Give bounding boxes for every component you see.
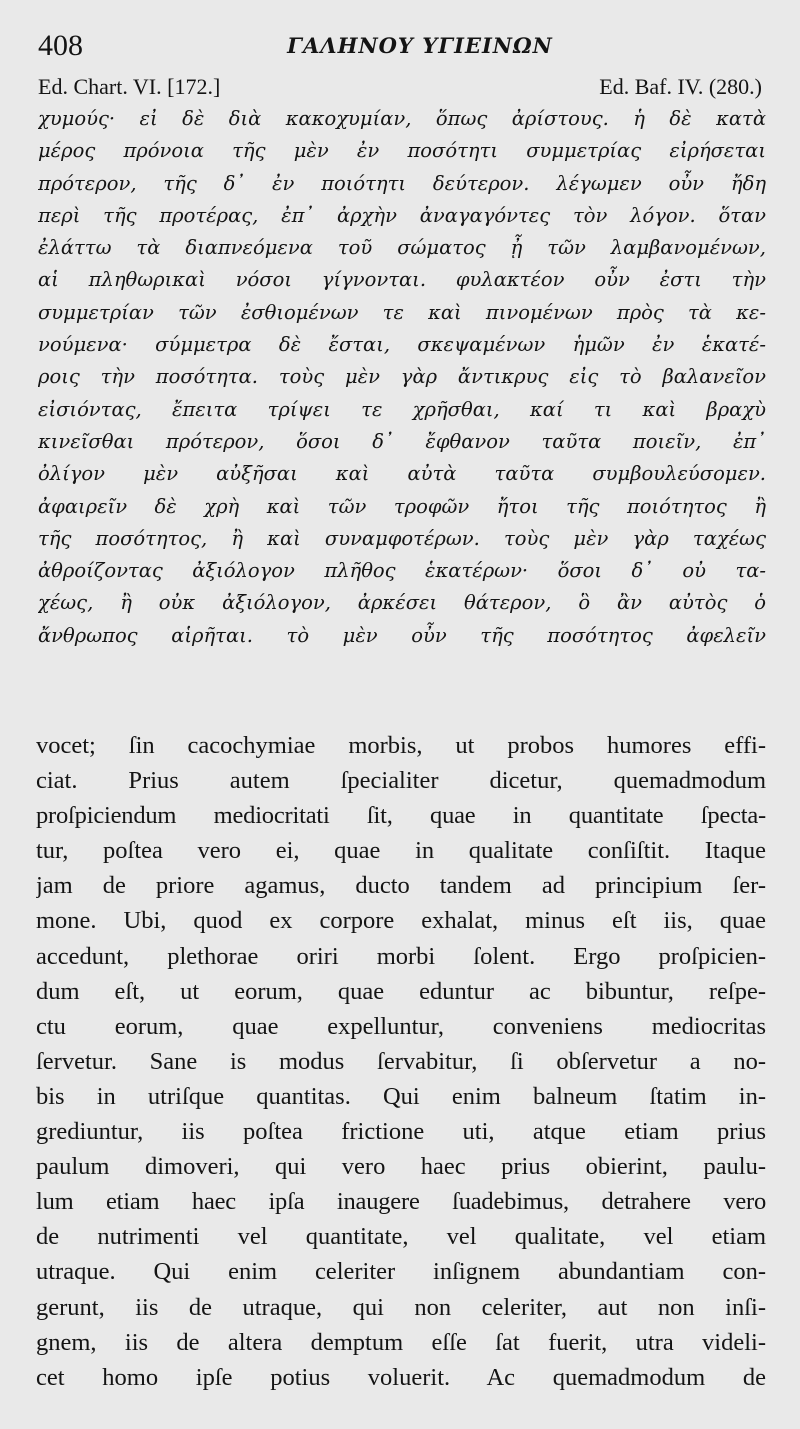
running-head [38,26,762,66]
greek-line: χέως, ἢ οὐκ ἀξιόλογον, ἀρκέσει θάτερον, ὃ ἂν αὐτὸς ὁ [38,591,766,615]
greek-line: πρότερον, τῆς δ᾽ ἐν ποιότητι δεύτερον. λέγωμεν οὖν ἤδη [38,171,766,195]
greek-text-block [38,103,766,652]
latin-line: mone. Ubi, quod ex corpore exhalat, minus eſt iis, quae [36,907,766,935]
latin-line: bis in utriſque quantitas. Qui enim balneum ſtatim in- [36,1082,766,1110]
latin-line: ctu eorum, quae expelluntur, conveniens mediocritas [36,1012,766,1040]
latin-line: de nutrimenti vel quantitate, vel qualitate, vel etiam [36,1223,766,1251]
greek-line: συμμετρίαν τῶν ἐσθιομένων τε καὶ πινομένων πρὸς τὰ κε- [38,300,766,324]
greek-line: ἐλάττω τὰ διαπνεόμενα τοῦ σώματος ᾖ τῶν λαμβανομένων, [38,236,766,260]
latin-line: accedunt, plethorae oriri morbi ſolent. Ergo proſpicien- [36,942,766,970]
latin-line: ſervetur. Sane is modus ſervabitur, ſi obſervetur a no- [36,1047,766,1075]
latin-line: jam de priore agamus, ducto tandem ad principium ſer- [36,872,766,900]
latin-line: dum eſt, ut eorum, quae eduntur ac bibuntur, reſpe- [36,977,766,1005]
greek-line: χυμούς· εἰ δὲ διὰ κακοχυμίαν, ὅπως ἀρίστους. ἡ δὲ κατὰ [38,107,766,130]
latin-line: paulum dimoveri, qui vero haec prius obierint, paulu- [36,1153,766,1181]
greek-line: τῆς ποσότητος, ἢ καὶ συναμφοτέρων. τοὺς μὲν γὰρ ταχέως [38,526,766,550]
greek-line: ὀλίγον μὲν αὐξῆσαι καὶ αὐτὰ ταῦτα συμβουλεύσομεν. [38,462,766,486]
edition-basel-reference: Ed. Baf. IV. (280.) [599,74,762,99]
latin-line: cet homo ipſe potius voluerit. Ac quemadmodum de [36,1363,766,1391]
latin-line: gnem, iis de altera demptum eſſe ſat fuerit, utra videli- [36,1328,766,1356]
page-number: 408 [38,29,83,62]
greek-line: περὶ τῆς προτέρας, ἐπ᾽ ἀρχὴν ἀναγαγόντες τὸν λόγον. ὅταν [38,203,766,227]
greek-line: εἰσιόντας, ἔπειτα τρίψει τε χρῆσθαι, καί τι καὶ βραχὺ [38,397,766,421]
greek-line: ροις τὴν ποσότητα. τοὺς μὲν γὰρ ἄντικρυς εἰς τὸ βαλανεῖον [38,365,766,389]
running-title: ΓΑΛΗΝΟΥ ΥΓΙΕΙΝΩΝ [287,33,553,58]
latin-line: utraque. Qui enim celeriter inſignem abundantiam con- [36,1258,766,1286]
latin-line: grediuntur, iis poſtea frictione uti, atque etiam prius [36,1118,766,1146]
edition-chartier-reference: Ed. Chart. VI. [172.] [38,74,221,99]
latin-text-block [36,728,766,1395]
greek-line: νούμενα· σύμμετρα δὲ ἔσται, σκεψαμένων ἡμῶν ἐν ἑκατέ- [38,333,766,357]
latin-line: gerunt, iis de utraque, qui non celeriter, aut non inſi- [36,1293,766,1321]
latin-line: tur, poſtea vero ei, quae in qualitate conſiſtit. Itaque [36,837,766,865]
edition-reference-line [38,72,762,102]
greek-line: ἀθροίζοντας ἀξιόλογον πλῆθος ἑκατέρων· ὅσοι δ᾽ οὐ τα- [38,559,766,583]
latin-line: lum etiam haec ipſa inaugere ſuadebimus, detrahere vero [36,1188,766,1216]
greek-line: αἱ πληθωρικαὶ νόσοι γίγνονται. φυλακτέον οὖν ἐστι τὴν [38,268,766,292]
latin-line: proſpiciendum mediocritati ſit, quae in quantitate ſpecta- [36,802,766,830]
greek-line: ἀφαιρεῖν δὲ χρὴ καὶ τῶν τροφῶν ἤτοι τῆς ποιότητος ἢ [38,494,766,518]
greek-line: κινεῖσθαι πρότερον, ὅσοι δ᾽ ἔφθανον ταῦτα ποιεῖν, ἐπ᾽ [38,429,766,453]
greek-line: ἄνθρωπος αἱρῆται. τὸ μὲν οὖν τῆς ποσότητος ἀφελεῖν [38,623,766,647]
latin-line: vocet; ſin cacochymiae morbis, ut probos humores effi- [36,732,766,759]
greek-line: μέρος πρόνοια τῆς μὲν ἐν ποσότητι συμμετρίας εἰρήσεται [38,139,766,163]
latin-line: ciat. Prius autem ſpecialiter dicetur, quemadmodum [36,767,766,795]
